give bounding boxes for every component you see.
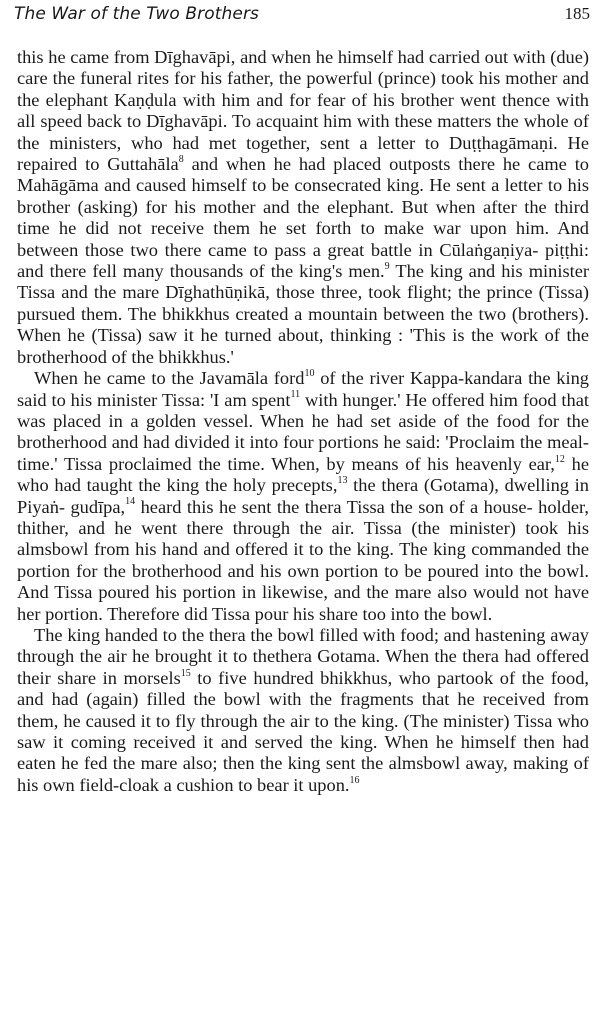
footnote-marker: 12 [554,453,565,465]
text-run: the thera (Gotama), dwelling in Piyaṅ- gudīpa, [17,475,589,517]
footnote-marker: 15 [180,667,191,679]
text-run: of the river Kappa-kandara the king said to his minister Tissa: 'I am spent [17,368,589,410]
paragraph-2 [17,368,589,625]
text-run: The king and his minister Tissa and the mare Dīghathūṇikā, those three, took flight; the prince (Tissa) pursued them. The bhikkhus created a mountain between the two (brothers). When he (Tissa) saw it he turned about, thinking : 'This is the work of the brotherhood of the bhikkhus.' [17,261,589,367]
body-text [17,47,589,796]
running-title: The War of the Two Brothers [14,4,260,24]
footnote-marker: 8 [178,153,184,165]
text-run: with hunger.' He offered him food that was placed in a golden vessel. When he had set aside of the food for the brotherhood and had divided it into four portions he said: 'Proclaim the meal-time.' Tissa proclaimed the time. When, by means of his heavenly ear, [17,389,589,474]
footnote-marker: 9 [384,260,390,272]
footnote-marker: 14 [125,496,136,508]
paragraph-3 [17,625,589,796]
text-run: heard this he sent the thera Tissa the son of a house- holder, thither, and he went there through the air. Tissa (the minister) took his almsbowl from his hand and offered it to the king. The king commanded the portion for the brotherhood and his own portion to be poured into the bowl. And Tissa poured his portion in likewise, and the mare also would not have her portion. Therefore did Tissa pour his share too into the bowl. [17,496,589,624]
footnote-marker: 11 [290,389,301,401]
page-header [14,4,590,30]
footnote-marker: 13 [337,475,348,486]
text-run: When he came to the Javamāla ford [34,368,305,389]
footnote-marker: 10 [304,367,315,379]
text-run: to five hundred bhikkhus, who partook of the food, and had (again) filled the bowl with the fragments that he received from them, he caused it to fly through the air to the king. (The minister) Tissa who saw it coming received it and served the king. When he himself then had eaten he fed the mare also; then the king sent the almsbowl away, making of his own field-cloak a cushion to bear it upon. [17,667,589,795]
page-number: 185 [564,4,590,23]
paragraph-1 [17,47,589,368]
footnote-marker: 16 [349,774,360,786]
text-run: he who had taught the king the holy precepts, [17,453,589,496]
text-run: The king handed to the thera the bowl filled with food; and hastening away through the air he brought it to thethera Gotama. When the thera had offered their share in morsels [17,624,589,688]
text-run: this he came from Dīghavāpi, and when he himself had carried out with (due) care the funeral rites for his father, the powerful (prince) took his mother and the elephant Kaṇḍula with him and for fear of his brother went thence with all speed back to Dīghavāpi. To acquaint him with these matters the whole of the ministers, who had met together, sent a letter to Duṭṭhagāmaṇi. He repaired to Guttahāla [17,47,589,175]
text-run: and when he had placed outposts there he came to Mahāgāma and caused himself to be consecrated king. He sent a letter to his brother (asking) for his mother and the elephant. But when after the third time he did not receive them he set forth to make war upon him. And between those two there came to pass a great battle in Cūlaṅgaṇiya- piṭṭhi: and there fell many thousands of the king's men. [17,154,589,282]
